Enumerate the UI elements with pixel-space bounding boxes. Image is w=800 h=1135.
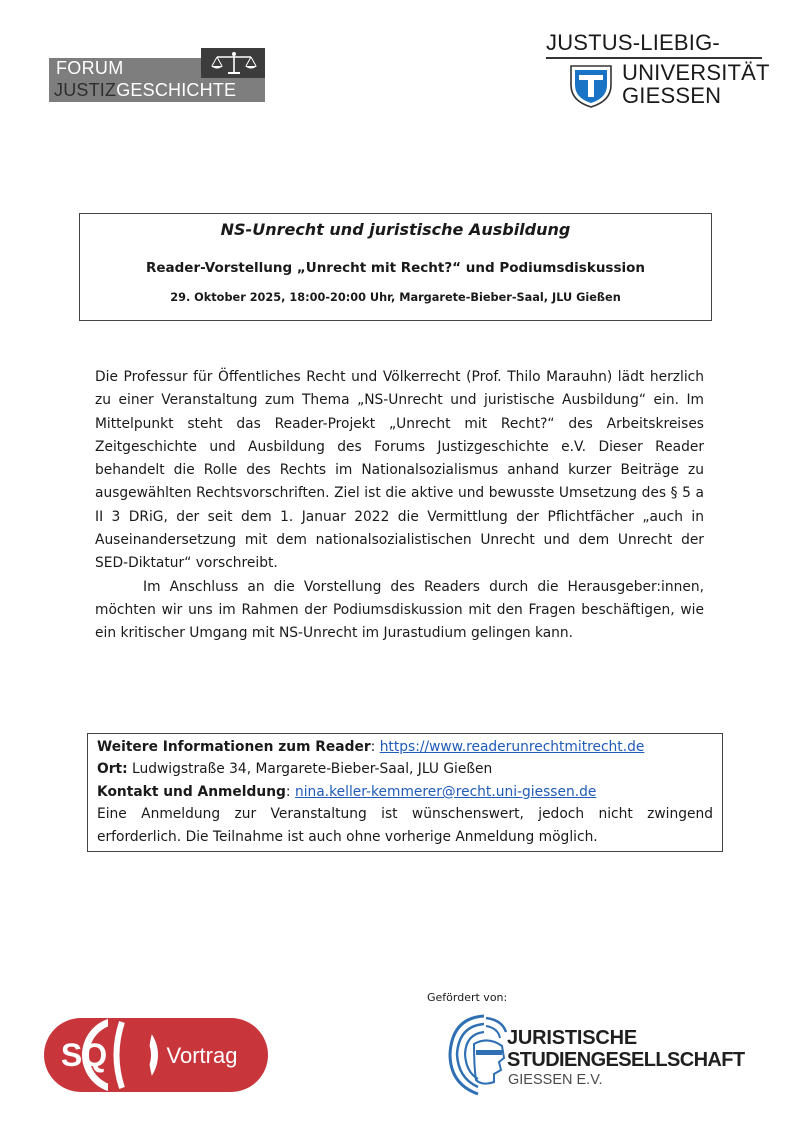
sq-logo-label: Vortrag <box>166 1043 238 1068</box>
registration-note: Eine Anmeldung zur Veranstaltung ist wünschenswert, jedoch nicht zwingend erforderlich. Die Teilnahme ist auch ohne vorherige Anmeldung möglich. <box>97 806 713 845</box>
info-box <box>87 733 723 852</box>
contact-label: Kontakt und Anmeldung <box>97 783 286 800</box>
university-name-line1: JUSTUS-LIEBIG- <box>546 30 720 55</box>
university-name-line3: GIESSEN <box>622 83 722 108</box>
description-paragraph-2: Im Anschluss an die Vorstellung des Readers durch die Herausgeber:innen, möchten wir uns im Rahmen der Podiumsdiskussion mit den Fragen beschäftigen, wie ein kritischer Umgang mit NS-Unrecht im Jurastudium gelingen kann. <box>95 578 704 642</box>
sq-vortrag-logo <box>42 1016 270 1094</box>
sponsor-label: Gefördert von: <box>427 991 508 1004</box>
logo-word-justizgeschichte: JUSTIZGESCHICHTE <box>54 80 237 100</box>
logo-word-forum: FORUM <box>56 58 124 78</box>
jlu-giessen-logo <box>546 30 770 112</box>
description-paragraph-1: Die Professur für Öffentliches Recht und Völkerrecht (Prof. Thilo Marauhn) lädt herzlich zu einer Veranstaltung zum Thema „NS-Unrecht und juristische Ausbildung“ ein. Im Mittelpunkt steht das Reader-Projekt „Unrecht mit Recht?“ des Arbeitskreises Zeitgeschichte und Ausbildung des Forums Justizgeschichte e.V. Dieser Reader behandelt die Rolle des Rechts im Nationalsozialismus anhand kurzer Beiträge zu ausgewählten Rechtsvorschriften. Ziel ist die aktive und bewusste Umsetzung des § 5 a II 3 DRiG, der seit dem 1. Januar 2022 die Vermittlung der Pflichtfächer „auch in Auseinandersetzung mit dem nationalsozialistischen Unrecht und dem Unrecht der SED-Diktatur“ vorschreibt. <box>95 369 704 572</box>
forum-justizgeschichte-logo <box>49 48 265 102</box>
location-label: Ort: <box>97 761 128 778</box>
contact-email-link[interactable]: nina.keller-kemmerer@recht.uni-giessen.de <box>294 783 597 800</box>
reader-info-line: Weitere Informationen zum Reader: https://www.readerunrechtmitrecht.de <box>97 739 645 755</box>
location-line <box>97 758 713 780</box>
university-name-line2: UNIVERSITÄT <box>622 60 770 85</box>
contact-line: Kontakt und Anmeldung: nina.keller-kemmerer@recht.uni-giessen.de <box>97 783 597 800</box>
sq-logo-abbr: SQ <box>60 1037 108 1073</box>
university-shield-icon <box>568 63 614 109</box>
location-value: Ludwigstraße 34, Margarete-Bieber-Saal, JLU Gießen <box>132 761 493 778</box>
event-title-box <box>79 213 712 321</box>
sponsor-name-line2: STUDIENGESELLSCHAFT <box>507 1049 745 1071</box>
reader-website-link[interactable]: https://www.readerunrechtmitrecht.de <box>379 739 645 755</box>
event-description <box>95 366 704 646</box>
event-subtitle: Reader-Vorstellung „Unrecht mit Recht?“ und Podiumsdiskussion <box>145 260 646 276</box>
reader-label: Weitere Informationen zum Reader <box>97 739 371 755</box>
event-datetime: 29. Oktober 2025, 18:00-20:00 Uhr, Margarete-Bieber-Saal, JLU Gießen <box>170 291 621 304</box>
event-title: NS-Unrecht und juristische Ausbildung <box>220 220 571 239</box>
sponsor-name-line1: JURISTISCHE <box>507 1027 638 1049</box>
scales-of-justice-icon <box>209 50 259 76</box>
logo-divider <box>546 57 762 59</box>
sponsor-name-line3: GIESSEN E.V. <box>508 1072 603 1088</box>
